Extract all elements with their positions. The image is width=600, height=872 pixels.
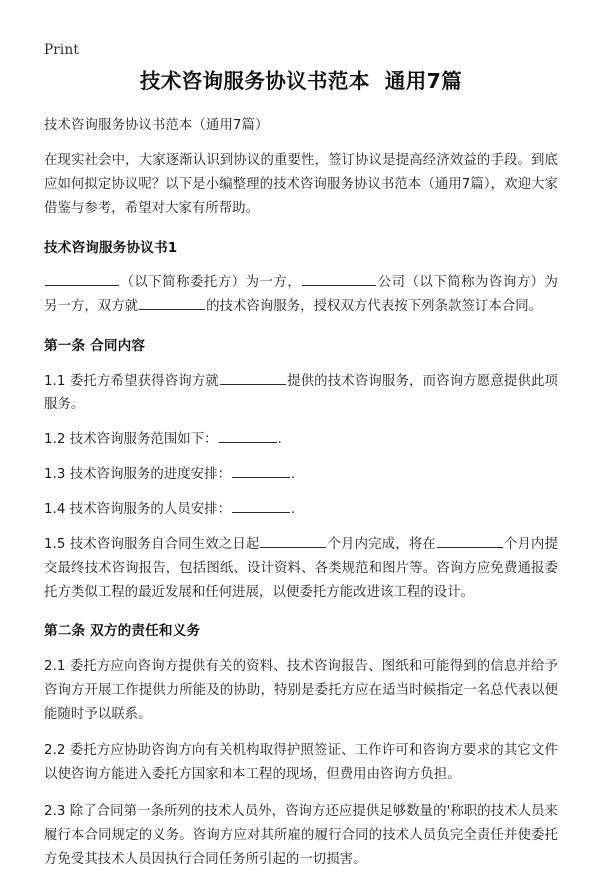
clause-1-2 bbox=[44, 428, 558, 452]
clause-1-2-suffix: . bbox=[277, 432, 282, 448]
clause-1-5-text-2: 个月内完成，将在 bbox=[327, 536, 436, 552]
clause-1-3-suffix: . bbox=[291, 467, 296, 483]
fill-blank-service-subject[interactable] bbox=[139, 297, 205, 310]
preamble-text-1: （以下简称委托方）为一方， bbox=[120, 275, 302, 291]
fill-blank-clause-1-3[interactable] bbox=[232, 465, 290, 478]
print-button[interactable]: Print bbox=[44, 42, 79, 58]
fill-blank-clause-1-4[interactable] bbox=[232, 500, 290, 513]
article-2-heading: 第二条 双方的责任和义务 bbox=[44, 623, 201, 640]
document-subtitle: 技术咨询服务协议书范本（通用7篇） bbox=[44, 117, 269, 133]
page-title: 技术咨询服务协议书范本 通用7篇 bbox=[139, 69, 463, 93]
fill-blank-consultant-company[interactable] bbox=[302, 273, 376, 286]
clause-1-1-text-1: 1.1 委托方希望获得咨询方就 bbox=[44, 373, 219, 389]
intro-paragraph: 在现实社会中，大家逐渐认识到协议的重要性，签订协议是提高经济效益的手段。到底应如何拟定协议呢？以下是小编整理的技术咨询服务协议书范本（通用7篇），欢迎大家借鉴与参考，希望对大家有所帮助。 bbox=[44, 153, 558, 217]
clause-2-1: 2.1 委托方应向咨询方提供有关的资料、技术咨询报告、图纸和可能得到的信息并给予咨询方开展工作提供力所能及的协助，特别是委托方应在适当时候指定一名总代表以便能随时予以联系。 bbox=[44, 658, 558, 722]
preamble-paragraph bbox=[44, 271, 558, 319]
clause-1-1 bbox=[44, 370, 558, 418]
clause-1-5-text-3: 个月内提交最终技术咨询报告，包括图纸、设计资料、各类规范和图片等。咨询方应免费通报委托方类似工程的最近发展和任何进展，以便委托方能改进该工程的设计。 bbox=[44, 536, 559, 600]
clause-1-3 bbox=[44, 463, 558, 487]
fill-blank-clause-1-5-months-1[interactable] bbox=[260, 535, 326, 548]
clause-2-2: 2.2 委托方应协助咨询方向有关机构取得护照签证、工作许可和咨询方要求的其它文件以使咨询方能进入委托方国家和本工程的现场，但费用由咨询方负担。 bbox=[44, 743, 558, 783]
clause-1-3-label: 1.3 技术咨询服务的进度安排： bbox=[44, 467, 232, 483]
fill-blank-clause-1-5-months-2[interactable] bbox=[437, 535, 503, 548]
clause-1-4 bbox=[44, 498, 558, 522]
fill-blank-party-a[interactable] bbox=[45, 273, 119, 286]
preamble-text-3: 的技术咨询服务，授权双方代表按下列条款签订本合同。 bbox=[206, 299, 543, 315]
section-heading-agreement-1: 技术咨询服务协议书1 bbox=[44, 240, 178, 257]
clause-1-5-text-1: 1.5 技术咨询服务自合同生效之日起 bbox=[44, 536, 260, 552]
clause-1-2-label: 1.2 技术咨询服务范围如下： bbox=[44, 432, 218, 448]
clause-1-4-suffix: . bbox=[291, 501, 296, 517]
clause-1-5 bbox=[44, 533, 558, 605]
fill-blank-clause-1-2[interactable] bbox=[219, 430, 277, 443]
clause-2-3: 2.3 除了合同第一条所列的技术人员外，咨询方还应提供足够数量的'称职的技术人员来履行本合同规定的义务。咨询方应对其所雇的履行合同的技术人员负完全责任并使委托方免受其技术人员因执行合同任务所引起的一切损害。 bbox=[44, 804, 558, 867]
article-1-heading: 第一条 合同内容 bbox=[44, 338, 146, 355]
clause-1-4-label: 1.4 技术咨询服务的人员安排： bbox=[44, 501, 232, 517]
fill-blank-clause-1-1[interactable] bbox=[220, 371, 286, 384]
clause-1-1-text-2: 提供的技术咨询服务，而咨询方愿意提供此项服务。 bbox=[44, 373, 559, 413]
preamble-text-2: 公司（以下简称为咨询方）为另一方，双方就 bbox=[44, 275, 558, 315]
